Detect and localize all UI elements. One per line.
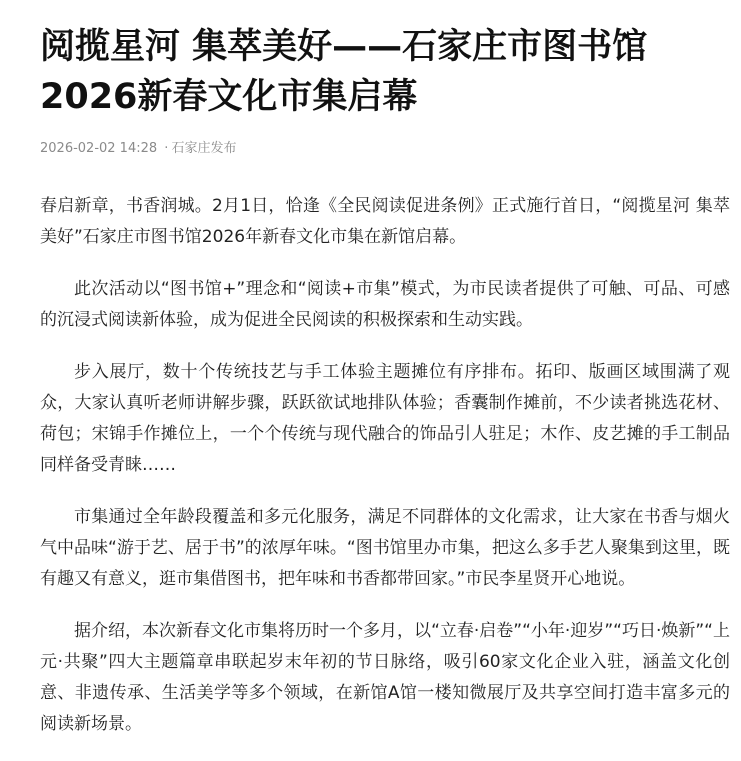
paragraph-5: 据介绍，本次新春文化市集将历时一个多月，以“立春·启卷”“小年·迎岁”“巧日·焕新”“上元·共聚”四大主题篇章串联起岁末年初的节日脉络，吸引60家文化企业入驻，涵盖文化创意、非遗传承、生活美学等多个领域，在新馆A馆一楼知微展厅及共享空间打造丰富多元的阅读新场景。: [40, 621, 730, 734]
meta-separator: ·: [164, 141, 169, 156]
source-link[interactable]: 石家庄发布: [171, 141, 237, 156]
paragraph-1: 春启新章，书香润城。2月1日，恰逢《全民阅读促进条例》正式施行首日，“阅揽星河 集萃美好”石家庄市图书馆2026年新春文化市集在新馆启幕。: [40, 196, 730, 247]
paragraph-2: 此次活动以“图书馆+”理念和“阅读+市集”模式，为市民读者提供了可触、可品、可感的沉浸式阅读新体验，成为促进全民阅读的积极探索和生动实践。: [40, 279, 730, 330]
article-meta: [40, 139, 730, 159]
article-body: [40, 191, 730, 740]
publish-date: 2026-02-02 14:28: [40, 141, 158, 156]
paragraph-4: 市集通过全年龄段覆盖和多元化服务，满足不同群体的文化需求，让大家在书香与烟火气中品味“游于艺、居于书”的浓厚年味。“图书馆里办市集，把这么多手艺人聚集到这里，既有趣又有意义，逛市集借图书，把年味和书香都带回家。”市民李星贤开心地说。: [40, 507, 730, 589]
article: [40, 0, 730, 761]
paragraph-3: 步入展厅，数十个传统技艺与手工体验主题摊位有序排布。拓印、版画区域围满了观众，大家认真听老师讲解步骤，跃跃欲试地排队体验；香囊制作摊前，不少读者挑选花材、荷包；宋锦手作摊位上，一个个传统与现代融合的饰品引人驻足；木作、皮艺摊的手工制品同样备受青睐……: [40, 362, 730, 475]
article-title: 阅揽星河 集萃美好——石家庄市图书馆2026新春文化市集启幕: [40, 27, 648, 117]
